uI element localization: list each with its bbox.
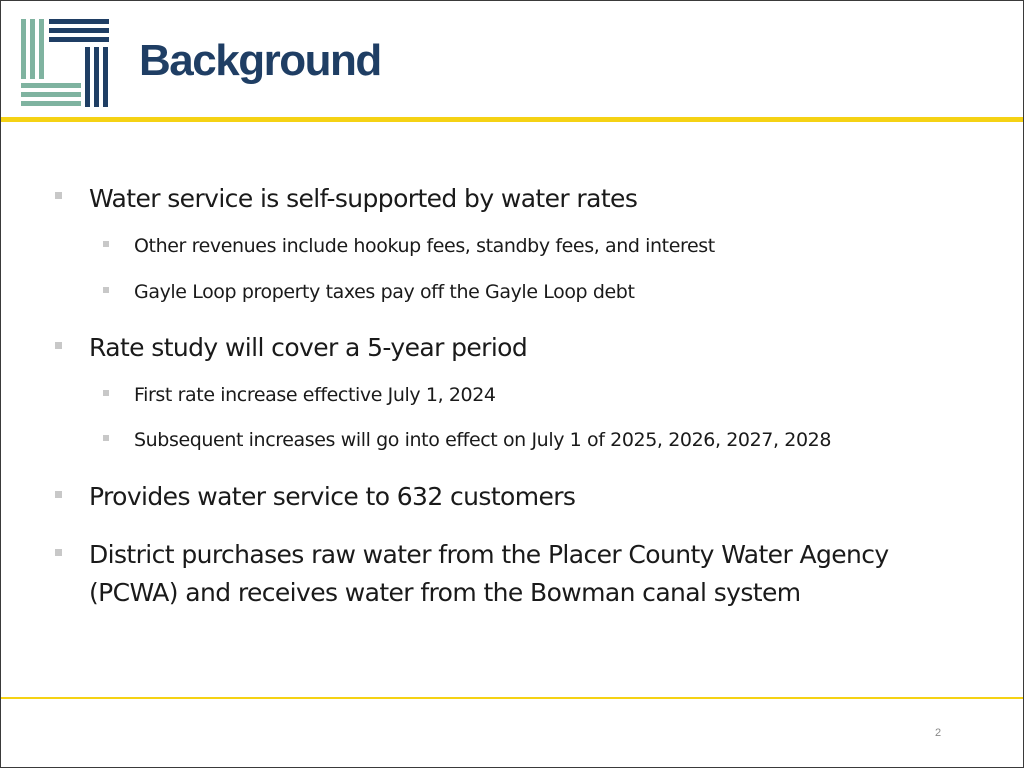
sub-bullet-first-increase: First rate increase effective July 1, 2024 <box>134 384 496 406</box>
bullet-marker <box>55 491 62 498</box>
sub-bullet-marker <box>103 390 109 396</box>
bullet-water-service: Water service is self-supported by water rates <box>89 184 638 213</box>
bullet-rate-study: Rate study will cover a 5-year period <box>89 333 528 362</box>
sub-bullet-subsequent-increases: Subsequent increases will go into effect on July 1 of 2025, 2026, 2027, 2028 <box>134 429 832 451</box>
sub-bullet-other-revenues: Other revenues include hookup fees, standby fees, and interest <box>134 235 715 257</box>
sub-bullet-marker <box>103 287 109 293</box>
bullet-customers: Provides water service to 632 customers <box>89 482 576 511</box>
page-number: 2 <box>935 727 942 739</box>
logo-icon <box>21 19 111 109</box>
bullet-marker <box>55 549 62 556</box>
slide-title: Background <box>139 36 381 85</box>
bullet-marker <box>55 342 62 349</box>
sub-bullet-marker <box>103 241 109 247</box>
sub-bullet-marker <box>103 435 109 441</box>
footer-divider <box>1 697 1023 699</box>
sub-bullet-gayle-loop: Gayle Loop property taxes pay off the Gayle Loop debt <box>134 281 635 303</box>
header-divider <box>1 117 1023 122</box>
bullet-raw-water: District purchases raw water from the Placer County Water Agency (PCWA) and receives water from the Bowman canal system <box>89 540 889 607</box>
bullet-marker <box>55 192 62 199</box>
